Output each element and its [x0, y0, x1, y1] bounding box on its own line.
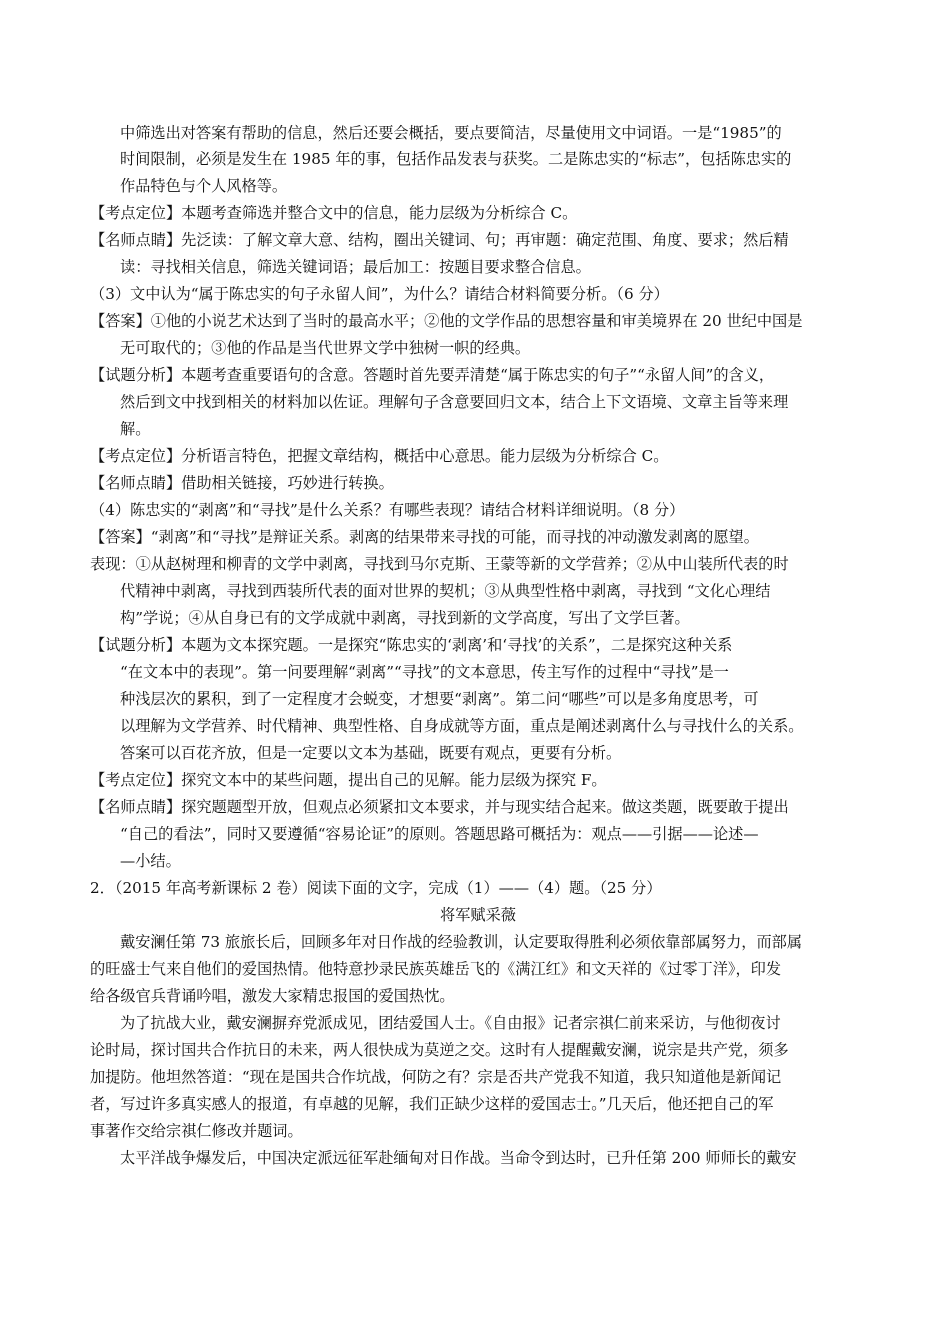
text-line: 论时局，探讨国共合作抗日的未来，两人很快成为莫逆之交。这时有人提醒戴安澜，说宗是共产党，须多	[90, 1041, 789, 1059]
text-line: “自己的看法”，同时又要遵循“容易论证”的原则。答题思路可概括为：观点——引据——论述—	[120, 825, 759, 843]
text-line: 太平洋战争爆发后，中国决定派远征军赴缅甸对日作战。当命令到达时，已升任第 200 师师长的戴安	[120, 1149, 797, 1167]
text-line: 代精神中剥离，寻找到西装所代表的面对世界的契机；③从典型性格中剥离，寻找到 “文化心理结	[120, 582, 771, 600]
text-line: 无可取代的；③他的作品是当代世界文学中独树一帜的经典。	[120, 339, 531, 357]
text-line: 加提防。他坦然答道：“现在是国共合作坑战，何防之有？宗是否共产党我不知道，我只知道他是新闻记	[90, 1068, 782, 1086]
text-line: 【名师点睛】探究题题型开放，但观点必须紧扣文本要求，并与现实结合起来。做这类题，既要敢于提出	[90, 798, 789, 816]
question-4: （4）陈忠实的“剥离”和“寻找”是什么关系？有哪些表现？请结合材料详细说明。（8 分）	[90, 501, 685, 519]
text-line: 读：寻找相关信息，筛选关键词语；最后加工：按题目要求整合信息。	[120, 258, 591, 276]
text-line: 事著作交给宗祺仁修改并题词。	[90, 1122, 303, 1140]
text-line: 【试题分析】本题考查重要语句的含意。答题时首先要弄清楚“属于陈忠实的句子”“永留人间”的含义，	[90, 366, 775, 384]
text-line: 以理解为文学营养、时代精神、典型性格、自身成就等方面，重点是阐述剥离什么与寻找什么的关系。	[120, 717, 804, 735]
question-2-heading: 2．（2015 年高考新课标 2 卷）阅读下面的文字，完成（1）——（4）题。（25 分）	[90, 879, 662, 897]
text-line: “在文本中的表现”。第一问要理解“剥离”“寻找”的文本意思，传主写作的过程中“寻找”是一	[120, 663, 729, 681]
text-line: 表现：①从赵树理和柳青的文学中剥离，寻找到马尔克斯、王蒙等新的文学营养；②从中山装所代表的时	[90, 555, 789, 573]
text-line: 然后到文中找到相关的材料加以佐证。理解句子含意要回归文本，结合上下文语境、文章主旨等来理	[120, 393, 789, 411]
text-line: 【答案】①他的小说艺术达到了当时的最高水平；②他的文学作品的思想容量和审美境界在 20 世纪中国是	[90, 312, 803, 330]
text-line: 解。	[120, 420, 151, 438]
text-line: 【考点定位】分析语言特色，把握文章结构，概括中心意思。能力层级为分析综合 C。	[90, 447, 669, 465]
question-3: （3）文中认为“属于陈忠实的句子永留人间”，为什么？请结合材料简要分析。（6 分）	[90, 285, 669, 303]
text-line: 中筛选出对答案有帮助的信息，然后还要会概括，要点要简洁，尽量使用文中词语。一是“1985”的	[120, 124, 782, 142]
text-line: 【名师点睛】先泛读：了解文章大意、结构，圈出关键词、句；再审题：确定范围、角度、要求；然后精	[90, 231, 789, 249]
text-line: 戴安澜任第 73 旅旅长后，回顾多年对日作战的经验教训，认定要取得胜利必须依靠部属努力，而部属	[120, 933, 803, 951]
text-line: 者，写过许多真实感人的报道，有卓越的见解，我们正缺少这样的爱国志士。”几天后，他还把自己的军	[90, 1095, 774, 1113]
text-line: 作品特色与个人风格等。	[120, 177, 288, 195]
text-line: 【考点定位】本题考查筛选并整合文中的信息，能力层级为分析综合 C。	[90, 204, 578, 222]
article-title: 将军赋采薇	[440, 906, 516, 924]
text-line: —小结。	[120, 852, 181, 870]
text-line: 【名师点睛】借助相关链接，巧妙进行转换。	[90, 474, 394, 492]
text-line: 种浅层次的累积，到了一定程度才会蜕变，才想要“剥离”。第二问“哪些”可以是多角度思考，可	[120, 690, 759, 708]
text-line: 给各级官兵背诵吟唱，激发大家精忠报国的爱国热忱。	[90, 987, 455, 1005]
text-line: 答案可以百花齐放，但是一定要以文本为基础，既要有观点，更要有分析。	[120, 744, 622, 762]
text-line: 的旺盛士气来自他们的爱国热情。他特意抄录民族英雄岳飞的《满江红》和文天祥的《过零丁洋》，印发	[90, 960, 782, 978]
text-line: 构”学说；④从自身已有的文学成就中剥离，寻找到新的文学高度，写出了文学巨著。	[120, 609, 690, 627]
text-line: 为了抗战大业，戴安澜摒弃党派成见，团结爱国人士。《自由报》记者宗祺仁前来采访，与他彻夜讨	[120, 1014, 781, 1032]
text-line: 时间限制，必须是发生在 1985 年的事，包括作品发表与获奖。二是陈忠实的“标志”，包括陈忠实的	[120, 150, 792, 168]
text-line: 【考点定位】探究文本中的某些问题，提出自己的见解。能力层级为探究 F。	[90, 771, 607, 789]
text-line: 【试题分析】本题为文本探究题。一是探究“陈忠实的‘剥离’和‘寻找’的关系”，二是探究这种关系	[90, 636, 733, 654]
text-line: 【答案】“剥离”和“寻找”是辩证关系。剥离的结果带来寻找的可能，而寻找的冲动激发剥离的愿望。	[90, 528, 759, 546]
